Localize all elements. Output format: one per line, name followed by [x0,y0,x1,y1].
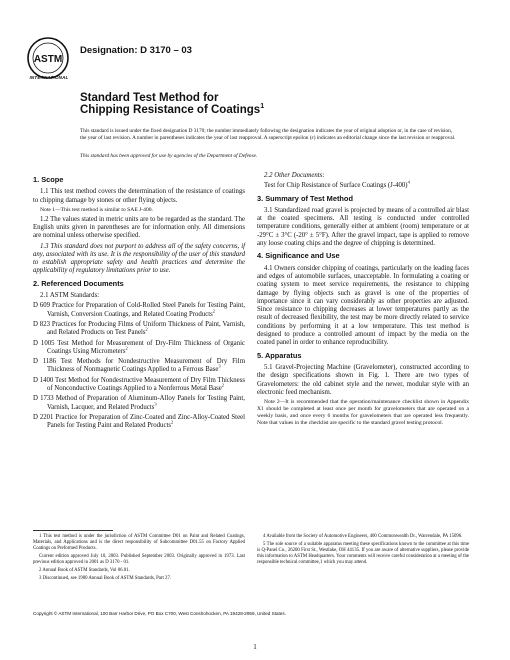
section-heading-scope: 1. Scope [33,175,64,184]
footnote: 4 Available from the Society of Automotive Engineers, 400 Commonwealth Dr., Warrendale, PA 15096. [263,534,463,539]
para-3-1: 3.1 Standardized road gravel is projected by means of a controlled air blast at the coated specimens. All testing is conducted under controlled temperature conditions, generally either at ambient (room) temperature or at -29°C ± 3°C (-20° ± 5°F). After the gravel impact, tape is applied to remove any loose coating chips and the degree of chipping is determined. [257,206,469,248]
reference-item: D 1400 Test Method for Nondestructive Measurement of Dry Film Thickness of Nonconductive Coatings Applied to a Nonferrous Metal Base$^2$ [33,376,245,393]
para-1-1: 1.1 This test method covers the determination of the resistance of coatings to chipping damage by stones or other flying objects. [33,188,245,204]
section-heading-summary: 3. Summary of Test Method [257,193,353,203]
footnote: 3 Discontinued, see 1980 Annual Book of ASTM Standards, Part 27. [39,576,172,581]
para-4-1: 4.1 Owners consider chipping of coatings, particularly on the leading faces and edges of automobile surfaces, unacceptable. In formulating a coating or coating system to meet service requirements, the resistance to chipping damage by flying objects such as gravel is one of the properties of importance since it can vary considerably as other properties are adjusted. Since resistance to chipping decreases at lower temperatures partly as the result of decreased flexibility, the test may be more directly related to service conditions by performing it at a low temperature. This test method is designed to produce a controlled amount of impact by the media on the coated panel in order to enhance reproducibility. [257,264,469,347]
logo-subtext: INTERNATIONAL [29,75,69,80]
para-5-1: 5.1 Gravel-Projecting Machine (Gravelometer), constructed according to the design specifications shown in Fig. 1. There are two types of Gravelometers: the old cabinet style and the newer, modular style with an electronic feed mechanism. [257,363,469,396]
footnote: Current edition approved July 10, 2003. Published September 2003. Originally approved in 1973. Last previous edition approved in 2001 as D 3170 - 01. [33,554,245,566]
standard-notice: This standard is issued under the fixed designation D 3170; the number immediately following the designation indicates the year of original adoption or, in the case of revision, the year of last revision. A number in parentheses indicates the year of last reapproval. A superscript epsilon (ε) indicates an editorial change since the last revision or reapproval. [80,128,456,142]
section-heading-referenced-documents: 2. Referenced Documents [33,278,124,288]
reference-item: D 2201 Practice for Preparation of Zinc-Coated and Zinc-Alloy-Coated Steel Panels for Testing Paint and Related Products$^2$ [33,413,245,430]
title-line2: Chipping Resistance of Coatings [80,104,261,116]
para-1-2: 1.2 The values stated in metric units are to be regarded as the standard. The English units given in parentheses are for information only. All dimensions are nominal unless otherwise specified. [33,215,245,240]
copyright: Copyright © ASTM International, 100 Barr Harbor Drive, PO Box C700, West Conshohocken, PA 19428-2959, United States. [33,611,286,616]
title-line1: Standard Test Method for [80,92,219,104]
right-column [257,172,469,428]
para-1-3: 1.3 This standard does not purport to address all of the safety concerns, if any, associated with its use. It is the responsibility of the user of this standard to establish appropriate safety and health practices and determine the applicability of regulatory limitations prior to use. [33,242,245,275]
section-heading-significance: 4. Significance and Use [257,251,340,261]
astm-logo [26,36,70,80]
title-footnote-mark: 1 [260,103,265,111]
footnote: 1 This test method is under the jurisdiction of ASTM Committee D01 on Paint and Related Coatings, Materials, and Applications and is the direct responsibility of Subcommittee D01.55 on Factory Applied Coatings on Preformed Products. [33,534,245,552]
para-2-1: 2.1 ASTM Standards: [40,292,100,300]
left-column [33,172,245,433]
footnotes-left [33,534,245,584]
footnote-rule [33,530,113,531]
page-title [80,104,264,116]
logo-text: ASTM [33,54,63,65]
approval-statement: This standard has been approved for use by agencies of the Department of Defense. [80,153,258,159]
footnote: 5 The sole source of a suitable apparatus meeting these specifications known to the committee at this time is Q-Panel Co., 26200 First St., Westlake, OH 44135. If you are aware of alternative suppliers, please provide this information to ASTM Headquarters. Your comments will receive careful consideration at a meeting of the responsible technical committee,1 which you may attend. [257,541,469,566]
page-number: 1 [253,643,257,651]
reference-item: D 1733 Method of Preparation of Aluminum-Alloy Panels for Testing Paint, Varnish, Lacquer, and Related Products$^3$ [33,395,245,411]
other-document-item: Test for Chip Resistance of Surface Coatings $(J-400)^4$ [264,180,410,190]
note-2: Note 2—It is recommended that the operation/maintenance checklist shown in Appendix X1 should be completed at least once per month for gravelometers that are operated on a weekly basis, and once every 6 months for gravelometers that are operated less frequently. Note that values in the checklist are specific to the standard gravel testing protocol. [257,399,469,426]
para-2-2: 2.2 Other Documents: [264,172,325,179]
reference-item: D 609 Practice for Preparation of Cold-Rolled Steel Panels for Testing Paint, Varnish, Conversion Coatings, and Related Coating Products$^2$ [33,302,245,318]
reference-list [33,302,245,430]
reference-item: D 1186 Test Methods for Nondestructive Measurement of Dry Film Thickness of Nonmagnetic Coatings Applied to a Ferrous Base$^3$ [33,358,245,374]
reference-item: D 1005 Test Method for Measurement of Dry-Film Thickness of Organic Coatings Using Micrometers$^2$ [33,339,245,355]
reference-item: D 823 Practices for Producing Films of Uniform Thickness of Paint, Varnish, and Related Products on Test Panels$^2$ [33,320,245,337]
footnotes-right [257,534,469,568]
note-1: Note 1—This test method is similar to SAE J-400. [40,206,153,213]
footnote: 2 Annual Book of ASTM Standards, Vol 06.01. [39,568,130,574]
designation: Designation: D 3170 – 03 [80,45,192,56]
section-heading-apparatus: 5. Apparatus [257,350,302,360]
